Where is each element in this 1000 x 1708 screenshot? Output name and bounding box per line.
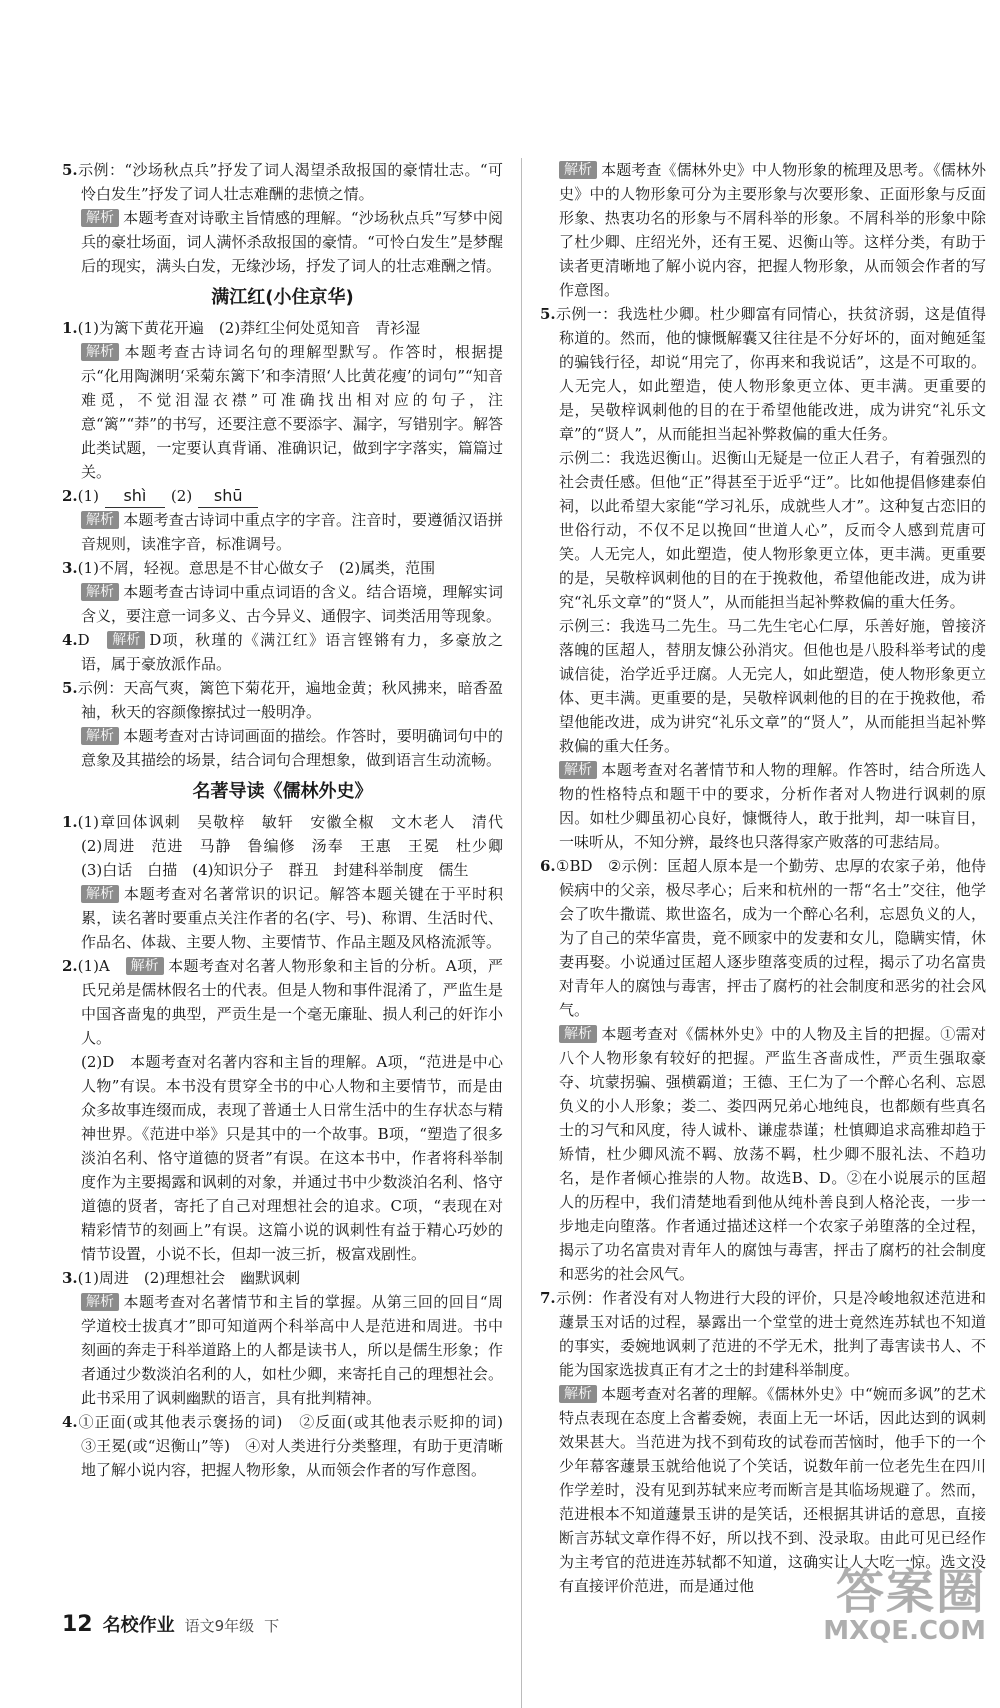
analysis-tag: 解析 (107, 631, 145, 649)
answer-4: 4.①正面(或其他表示褒扬的词) ②反面(或其他表示贬抑的词) ③王冕(或“迟衡山”等) ④对人类进行分类整理，有助于更清晰地了解小说内容，把握人物形象，从而领会作者的写作意图。 (62, 1413, 519, 1479)
column-divider (521, 158, 522, 1708)
pinyin-answer: shì (105, 485, 165, 508)
analysis: (2)D 本题考查对名著内容和主旨的理解。A项，“范进是中心人物”有误。本书没有贯穿全书的中心人物和主要情节，而是由众多故事连缀而成，表现了普通士人日常生活中的生存状态与精神世界。《范进中举》只是其中的一个故事。B项，“塑造了很多淡泊名利、恪守道德的贤者”有误。在这本书中，作者将科举制度作为主要揭露和讽刺的对象，并通过书中少数淡泊名利、恪守道德的贤者，寄托了自己对理想社会的追求。C项，“表现在对精彩情节的刻画上”有误。这篇小说的讽刺性有益于精心巧妙的情节设置，小说不长，但却一波三折，极富戏剧性。 (81, 1053, 503, 1263)
analysis: 解析 本题考查对名著常识的识记。解答本题关键在于平时积累，读名著时要重点关注作者的名(字、号)、称谓、生活时代、作品名、体裁、主要人物、主要情节、作品主题及风格流派等。 (81, 885, 503, 951)
analysis: 解析 本题考查对名著情节和人物的理解。作答时，结合所选人物的性格特点和题干中的要求，分析作者对人物进行讽刺的原因。如杜少卿虽初心良好，慷慨待人，敢于批判，却一味盲目，一味听从，不知分辨，最终也只落得家产败落的可悲结局。 (559, 761, 986, 851)
answer-7: 7.示例：作者没有对人物进行大段的评价，只是冷峻地叙述范进和蘧景玉对话的过程，暴露出一个堂堂的进士竟然连苏轼也不知道的事实，委婉地讽刺了范进的不学无术，批判了毒害读书人、不能为国家选拔真正有才之士的封建科举制度。 (540, 1289, 986, 1379)
analysis: 解析 本题考查对诗歌主旨情感的理解。“沙场秋点兵”写梦中阅兵的豪壮场面，词人满怀杀敌报国的豪情。“可怜白发生”是梦醒后的现实，满头白发，无缘沙场，抒发了词人的壮志难酬之情。 (81, 209, 503, 275)
example-2: 示例二：我选迟衡山。迟衡山无疑是一位正人君子，有着强烈的社会责任感。但他“正”得甚至于近乎“迂”。比如他提倡修建泰伯祠，以此希望大家能“学习礼乐，成就些人才”。这种复古恋旧的世俗行动，不仅不足以挽回“世道人心”，反而令人感到荒唐可笑。人无完人，如此塑造，使人物形象更立体，更丰满。更重要的是，吴敬梓讽刺他的目的在于挽救他，希望他能改进，成为讲究“礼乐文章”的“贤人”，从而能担当起补弊救偏的重大任务。 (559, 449, 986, 611)
page-footer (62, 1611, 279, 1637)
analysis-tag: 解析 (559, 1025, 597, 1043)
analysis-tag: 解析 (559, 161, 597, 179)
answer-3: 3.(1)周进 (2)理想社会 幽默讽刺 (62, 1269, 301, 1287)
analysis-tag: 解析 (81, 511, 119, 529)
left-column (62, 158, 519, 1482)
answer-5: 5.示例：天高气爽，篱笆下菊花开，遍地金黄；秋风拂来，暗香盈袖，秋天的容颜像擦拭过一般明净。 (62, 679, 503, 721)
subject-grade: 语文9年级 (184, 1617, 255, 1635)
answer-2: 2.(1)A 解析 本题考查对名著人物形象和主旨的分析。A项，严氏兄弟是儒林假名士的代表。但是人物和事件混淆了，严监生是中国吝啬鬼的典型，严贡生是一个毫无廉耻、损人利己的奸诈小人。 (62, 957, 503, 1047)
right-column (540, 158, 986, 1598)
watermark-url: MXQE.COM (823, 1616, 986, 1646)
analysis: 解析 本题考查古诗词中重点词语的含义。结合语境，理解实词含义，要注意一词多义、古今异义、通假字、词类活用等现象。 (81, 583, 503, 625)
analysis: 解析 本题考查古诗词中重点字的字音。注音时，要遵循汉语拼音规则，读准字音，标准调号。 (81, 511, 503, 553)
pinyin-answer: shū (198, 485, 258, 508)
volume: 下 (264, 1617, 280, 1635)
analysis-tag: 解析 (126, 957, 164, 975)
answer-3: 3.(1)不屑，轻视。意思是不甘心做女子 (2)属类，范围 (62, 559, 436, 577)
analysis-tag: 解析 (81, 209, 119, 227)
analysis-tag: 解析 (559, 1385, 597, 1403)
analysis: 解析 本题考查《儒林外史》中人物形象的梳理及思考。《儒林外史》中的人物形象可分为主要形象与次要形象、正面形象与反面形象、热衷功名的形象与不屑科举的形象。不屑科举的形象中除了杜少卿、庄绍光外，还有王冕、迟衡山等。这样分类，有助于读者更清晰地了解小说内容，把握人物形象，从而领会作者的写作意图。 (559, 161, 986, 299)
watermark-logo (823, 1564, 986, 1646)
analysis-tag: 解析 (559, 761, 597, 779)
section-title: 名著导读《儒林外史》 (192, 781, 373, 802)
analysis-tag: 解析 (81, 885, 119, 903)
example-3: 示例三：我选马二先生。马二先生宅心仁厚，乐善好施，曾接济落魄的匡超人，替朋友慷公孙消灾。但他也是八股科举考试的虔诚信徒，治学近乎迂腐。人无完人，如此塑造，使人物形象更立体、更丰满。更重要的是，吴敬梓讽刺他的目的在于挽救他，希望他能改进，成为讲究“礼乐文章”的“贤人”，从而能担当起补弊救偏的重大任务。 (559, 617, 986, 755)
analysis-tag: 解析 (81, 343, 119, 361)
analysis: 解析 本题考查对古诗词画面的描绘。作答时，要明确词句中的意象及其描绘的场景，结合词句合理想象，做到语言生动流畅。 (81, 727, 503, 769)
page-number: 12 (62, 1612, 93, 1637)
analysis-tag: 解析 (81, 727, 119, 745)
answer-1: 1.(1)为篱下黄花开遍 (2)莽红尘何处觅知音 青衫湿 (62, 319, 421, 337)
brand-name: 名校作业 (102, 1615, 175, 1636)
analysis: 解析 本题考查古诗词名句的理解型默写。作答时，根据提示“化用陶渊明‘采菊东篱下’和李清照‘人比黄花瘦’的词句”“知音难觅，不觉泪湿衣襟”可准确找出相对应的句子，注意“篱”“莽”的书写，还要注意不要添字、漏字，写错别字。解答此类试题，一定要认真背诵、准确识记，做到字字落实，篇篇过关。 (81, 343, 503, 481)
answer-5: 5.示例：“沙场秋点兵”抒发了词人渴望杀敌报国的豪情壮志。“可怜白发生”抒发了词人壮志难酬的悲愤之情。 (62, 161, 503, 203)
answer-5: 5.示例一：我选杜少卿。杜少卿富有同情心，扶贫济弱，这是值得称道的。然而，他的慷慨解囊又往往是不分好坏的，面对鲍延玺的骗钱行径，却说“用完了，你再来和我说话”，这是不可取的。人无完人，如此塑造，使人物形象更立体、更丰满。更重要的是，吴敬梓讽刺他的目的在于希望他能改进，成为讲究“礼乐文章”的“贤人”，从而能担当起补弊救偏的重大任务。 (540, 305, 986, 443)
answer-2: 2.(1) shì (2) shū (62, 484, 503, 508)
analysis: 解析 本题考查对《儒林外史》中的人物及主旨的把握。①需对八个人物形象有较好的把握。严监生吝啬成性，严贡生强取豪夺、坑蒙拐骗、强横霸道；王德、王仁为了一个醉心名利、忘恩负义的小人形象；娄二、娄四两兄弟心地纯良，也都颇有些真名士的习气和风度，待人诚朴、谦虚恭谨；杜慎卿追求高雅却趋于矫情，杜少卿风流不羁、放荡不羁，杜少卿不服礼法、不趋功名，是作者倾心推崇的人物。故选B、D。②在小说展示的匡超人的历程中，我们清楚地看到他从纯朴善良到人格沦丧，一步一步地走向堕落。作者通过描述这样一个农家子弟堕落的全过程，揭示了功名富贵对青年人的腐蚀与毒害，抨击了腐朽的社会制度和恶劣的社会风气。 (559, 1025, 986, 1283)
section-title: 满江红(小住京华) (211, 287, 354, 308)
analysis-tag: 解析 (81, 583, 119, 601)
watermark-text: 答案圈 (835, 1564, 986, 1620)
analysis-tag: 解析 (81, 1293, 119, 1311)
answer-6: 6.①BD ②示例：匡超人原本是一个勤劳、忠厚的农家子弟，他侍候病中的父亲，极尽孝心；后来和杭州的一帮“名士”交往，他学会了吹牛撒谎、欺世盗名，成为一个醉心名利，忘恩负义的人，为了自己的荣华富贵，竟不顾家中的发妻和女儿，隐瞒实情，休妻再娶。小说通过匡超人逐步堕落变质的过程，揭示了功名富贵对青年人的腐蚀与毒害，抨击了腐朽的社会制度和恶劣的社会风气。 (540, 857, 986, 1019)
answer-1: 1.(1)章回体讽刺 吴敬梓 敏轩 安徽全椒 文木老人 清代 (2)周进 范进 马静 鲁编修 汤奉 王惠 王冕 杜少卿 (3)白话 白描 (4)知识分子 群丑 封建科举制度 儒生 (62, 813, 519, 879)
analysis: 解析 本题考查对名著情节和主旨的掌握。从第三回的回目“周学道校士拔真才”即可知道两个科举高中人是范进和周进。书中刻画的奔走于科举道路上的人都是读书人，所以是儒生形象；作者通过少数淡泊名利的人，如杜少卿，来寄托自己的理想社会。此书采用了讽刺幽默的语言，具有批判精神。 (81, 1293, 503, 1407)
answer-4: 4.D 解析 D项，秋瑾的《满江红》语言铿锵有力，多豪放之语，属于豪放派作品。 (62, 631, 503, 673)
analysis: 解析 本题考查对名著的理解。《儒林外史》中“婉而多讽”的艺术特点表现在态度上含蓄委婉，表面上无一坏话，因此达到的讽刺效果甚大。当范进为找不到荀玫的试卷而苦恼时，他手下的一个少年幕客蘧景玉就给他说了个笑话，说数年前一位老先生在四川作学差时，没有见到苏轼来应考而断言是其临场规避了。然而，范进根本不知道蘧景玉讲的是笑话，还根据其讲话的意思，直接断言苏轼文章作得不好，所以找不到、没录取。由此可见已经作为主考官的范进连苏轼都不知道，这确实让人大吃一惊。选文没有直接评价范进，而是通过他 (559, 1385, 986, 1595)
